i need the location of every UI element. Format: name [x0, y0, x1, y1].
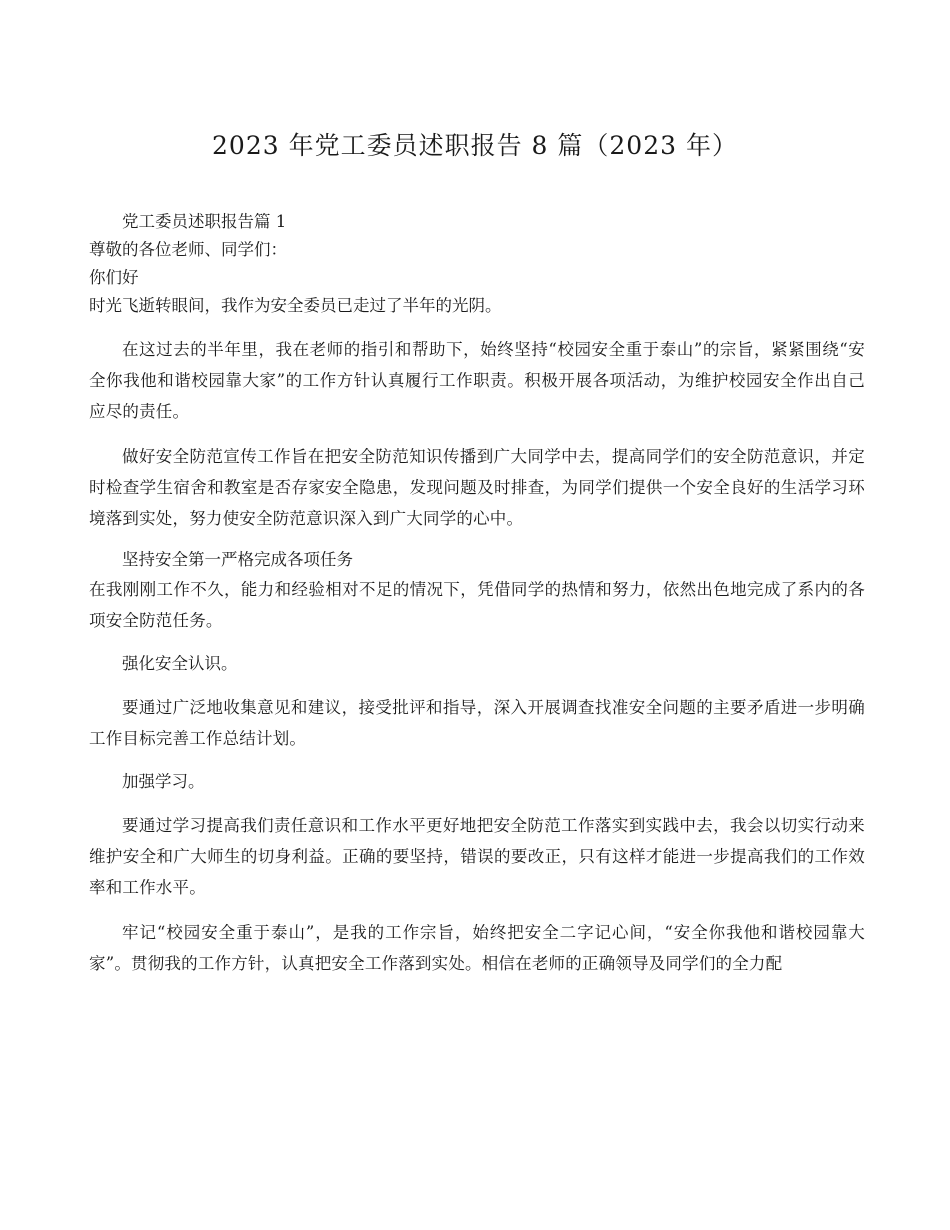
- paragraph-2: 做好安全防范宣传工作旨在把安全防范知识传播到广大同学中去，提高同学们的安全防范意识，并定时检查学生宿舍和教室是否存家安全隐患，发现问题及时排查，为同学们提供一个安全良好的生活学习环境落到实处，努力使安全防范意识深入到广大同学的心中。: [89, 447, 865, 528]
- document-title: 2023 年党工委员述职报告 8 篇（2023 年）: [212, 131, 738, 160]
- subheading-study: 加强学习。: [122, 772, 205, 791]
- paragraph-4: 要通过广泛地收集意见和建议，接受批评和指导，深入开展调查找准安全问题的主要矛盾进一步明确工作目标完善工作总结计划。: [89, 698, 865, 748]
- paragraph-3: 在我刚刚工作不久，能力和经验相对不足的情况下，凭借同学的热情和努力，依然出色地完成了系内的各项安全防范任务。: [89, 580, 865, 630]
- paragraph-6: 牢记“校园安全重于泰山”，是我的工作宗旨，始终把安全二字记心间，“安全你我他和谐校园靠大家”。贯彻我的工作方针，认真把安全工作落到实处。相信在老师的正确领导及同学们的全力配: [89, 923, 865, 973]
- section-heading: 党工委员述职报告篇 1: [122, 212, 287, 231]
- paragraph-1: 在这过去的半年里，我在老师的指引和帮助下，始终坚持“校园安全重于泰山”的宗旨，紧紧围绕“安全你我他和谐校园靠大家”的工作方针认真履行工作职责。积极开展各项活动，为维护校园安全作出自己应尽的责任。: [89, 340, 865, 421]
- document-body: [89, 208, 865, 979]
- subheading-strengthen-awareness: 强化安全认识。: [122, 654, 238, 673]
- intro-line: 时光飞逝转眼间，我作为安全委员已走过了半年的光阴。: [89, 296, 502, 315]
- subheading-safety-first: 坚持安全第一严格完成各项任务: [122, 550, 353, 569]
- paragraph-5: 要通过学习提高我们责任意识和工作水平更好地把安全防范工作落实到实践中去，我会以切实行动来维护安全和广大师生的切身利益。正确的要坚持，错误的要改正，只有这样才能进一步提高我们的工作效率和工作水平。: [89, 816, 865, 897]
- greeting: 你们好: [89, 268, 139, 287]
- salutation: 尊敬的各位老师、同学们：: [89, 240, 287, 259]
